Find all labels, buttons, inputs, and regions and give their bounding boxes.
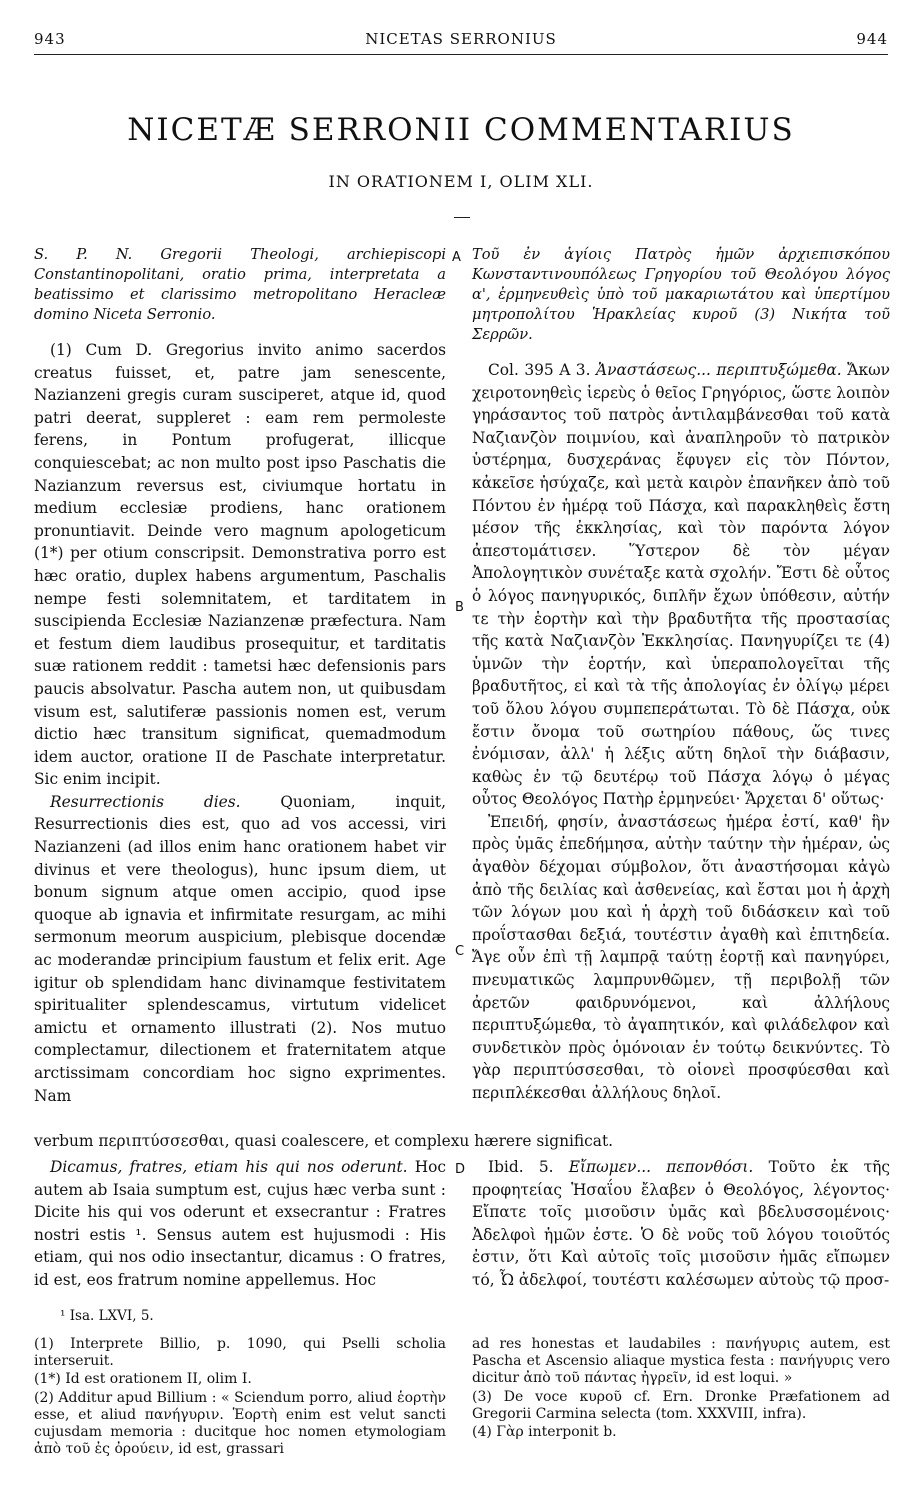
footnote: (1) Interprete Billio, p. 1090, qui Pselli scholia interseruit. (34, 1336, 446, 1370)
greek-lower-paragraph (472, 1156, 890, 1292)
greek-ref-2: Ibid. 5. (488, 1158, 554, 1176)
footnote: (1*) Id est orationem II, olim I. (34, 1371, 252, 1388)
footnote: (2) Additur apud Billium : « Sciendum porro, aliud ἑορτὴν esse, et aliud πανήγυριν. Ἑορτὴ enim est velut sancti cujusdam memoria : ducitque hoc nomen etymologiam ἀπὸ τοῦ ἐς ὀρούειν, id est, grassari (34, 1389, 446, 1458)
latin-lemma-2: Dicamus, fratres, etiam his qui nos oderunt. (50, 1158, 408, 1176)
running-head (34, 30, 888, 54)
margin-letter-a: A (452, 250, 461, 265)
latin-paragraph-1: (1) Cum D. Gregorius invito animo sacerdos creatus fuisset, et, patre jam senescente, Nazianzeni gregis curam susciperet, atque id, quod patri deerat, suppleret : eam rem permoleste ferens, in Pontum profugerat, illicque conquiescebat; ac non multo post ipso Paschatis die Nazianzum reversus est, civiumque hortatu in medium ecclesiæ prodiens, hanc orationem pronuntiavit. Deinde vero magnum apologeticum (1*) per otium conscripsit. Demonstrativa porro est hæc oratio, duplex habens argumentum, Paschalis nempe festi solemnitatem, et tarditatem in suscipienda Ecclesiæ Nazianzenæ præfectura. Nam et festum diem laudibus prosequitur, et tarditatis suæ rationem reddit : tametsi hæc defensionis pars paucis absolvatur. Pascha autem non, ut quibusdam visum est, salutiferæ passionis nomen est, verum dictio hæc transitum significat, quemadmodum idem auctor, oratione II de Paschate interpretatur. Sic enim incipit. (34, 341, 446, 789)
page-number-left: 943 (34, 30, 66, 48)
latin-heading: S. P. N. Gregorii Theologi, archiepiscopi Constantinopolitani, oratio prima, interpretata a beatissimo et clarissimo metropolitano Heracleæ domino Niceta Serronio. (34, 246, 446, 323)
footnotes-left (34, 1336, 446, 1459)
latin-lower-text: Hoc autem ab Isaia sumptum est, cujus hæc verba sunt : Dicite his qui vos oderunt et exsecrantur : Fratres nostri estis ¹. Sensus autem est hujusmodi : His etiam, qui nos odio insectantur, dicamus : O fratres, id est, eos fratrum nomine appellemus. Hoc (34, 1158, 446, 1289)
greek-lower-text: Τοῦτο ἐκ τῆς προφητείας Ἡσαΐου ἔλαβεν ὁ Θεολόγος, λέγοντος· Εἴπατε τοῖς μισοῦσιν ὑμᾶς καὶ βδελυσσομένοις· Ἀδελφοὶ ἡμῶν ἐστε. Ὁ δὲ νοῦς τοῦ λόγου τοιοῦτός ἐστιν, ὅτι Καὶ αὐτοῖς τοῖς μισοῦσιν ἡμᾶς εἴπωμεν τό, Ὦ ἀδελφοί, τουτέστι καλέσωμεν αὐτοὺς τῷ προσ- (472, 1158, 890, 1289)
footnote: (3) De voce κυροῦ cf. Ern. Dronke Præfationem ad Gregorii Carmina selecta (tom. XXXVIII, infra). (472, 1388, 890, 1422)
latin-column (34, 245, 446, 1107)
greek-ref-1: Col. 395 A 3. (488, 361, 591, 379)
document-title: NICETÆ SERRONII COMMENTARIUS (127, 112, 795, 148)
footnote: ad res honestas et laudabiles : πανήγυρις autem, est Pascha et Ascensio aliaque mystica festa : πανήγυρις vero dicitur ἀπὸ τοῦ πάντας ἠγρεῖν, id est loqui. » (472, 1336, 890, 1387)
greek-paragraph-1-text: Ἄκων χειροτονηθεὶς ἱερεὺς ὁ θεῖος Γρηγόριος, ὥστε λοιπὸν γηράσαντος τοῦ πατρὸς ἀντιλαμβάνεσθαι τοῦ κατὰ Ναζιανζὸν ποιμνίου, καὶ ἀναπληροῦν τὸ πατρικὸν ὑστέρημα, δυσχεράνας ἔφυγεν εἰς τὸν Πόντον, κἀκεῖσε ἡσύχαζε, καὶ μετὰ καιρὸν ἐπανῆκεν ἀπὸ τοῦ Πόντου ἐν ἡμέρᾳ τοῦ Πάσχα, καὶ παρακληθεὶς ἔστη μέσον τῆς ἐκκλησίας, καὶ τὸν παρόντα λόγον ἀπεστομάτισεν. Ὕστερον δὲ τὸν μέγαν Ἀπολογητικὸν συνέταξε κατὰ σχολήν. Ἔστι δὲ οὗτος ὁ λόγος πανηγυρικός, διπλῆν ἔχων ὑπόθεσιν, αὐτήν τε τὴν ἑορτὴν καὶ τὴν βραδυτῆτα τῆς προστασίας τῆς κατὰ Ναζιανζὸν Ἐκκλησίας. Πανηγυρίζει τε (4) ὑμνῶν τὴν ἑορτήν, καὶ ὑπεραπολογεῖται τῆς βραδυτῆτος, εἰ καὶ τὰ τῆς ἀπολογίας ἐν ὀλίγῳ μέρει τοῦ ὅλου λόγου συμπεπεράτωται. Τὸ δὲ Πάσχα, οὐκ ἔστιν ὄνομα τοῦ σωτηρίου πάθους, ὥς τινες ἐνόμισαν, ἀλλ' ἡ λέξις αὕτη δηλοῖ τὴν διάβασιν, καθὼς ἐν τῷ δευτέρῳ τοῦ Πάσχα λόγῳ ὁ μέγας οὗτος Θεολόγος Πατὴρ ἑρμηνεύει· Ἄρχεται δ' οὕτως· (472, 361, 890, 809)
page-number-right: 944 (856, 30, 888, 48)
greek-lemma-2: Εἴπωμεν... πεπονθόσι. (568, 1158, 754, 1176)
margin-letter-b: B (455, 600, 464, 615)
greek-heading: Τοῦ ἐν ἁγίοις Πατρὸς ἡμῶν ἀρχιεπισκόπου Κωνσταντινουπόλεως Γρηγορίου τοῦ Θεολόγου λόγος α', ἑρμηνευθεὶς ὑπὸ τοῦ μακαριωτάτου καὶ ὑπερτίμου μητροπολίτου Ἡρακλείας κυροῦ (3) Νικήτα τοῦ Σερρῶν. (472, 246, 890, 343)
document-subtitle: IN ORATIONEM I, OLIM XLI. (328, 172, 594, 191)
footnote: (4) Γὰρ interponit b. (472, 1424, 617, 1441)
greek-paragraph-1 (472, 359, 890, 811)
greek-paragraph-2: Ἐπειδή, φησίν, ἀναστάσεως ἡμέρα ἐστί, καθ' ἣν πρὸς ὑμᾶς ἐπεδήμησα, αὐτὴν ταύτην τὴν ἡμέραν, ὡς ἀγαθὸν δέχομαι σύμβολον, ὅτι ἀναστήσομαι κἀγὼ ἀπὸ τῆς δειλίας καὶ ἀσθενείας, καὶ ἔσται μοι ἡ ἀρχὴ τῶν λόγων μου καὶ ἡ ἀρχὴ τοῦ διδάσκειν καὶ τοῦ προΐστασθαι δεξιά, τουτέστιν ἀγαθὴ καὶ ἐπιτηδεία. Ἄγε οὖν ἐπὶ τῇ λαμπρᾷ ταύτῃ ἑορτῇ καὶ πανηγύρει, πνευματικῶς λαμπρυνθῶμεν, τῇ περιβολῇ τῶν ἀρετῶν φαιδρυνόμενοι, καὶ ἀλλήλους περιπτυξώμεθα, τὸ ἀγαπητικόν, καὶ φιλάδελφον καὶ συνδετικὸν πρὸς ὁμόνοιαν ἐν τούτῳ δεικνύντες. Τὸ γὰρ περιπτύσσεσθαι, τὸ οἱονεὶ προσφύεσθαι καὶ περιπλέκεσθαι ἀλλήλους δηλοῖ. (472, 812, 890, 1102)
margin-letter-d: D (455, 1162, 466, 1177)
greek-lemma-1: Ἀναστάσεως... περιπτυξώμεθα. (596, 361, 842, 379)
running-title: NICETAS SERRONIUS (365, 30, 557, 48)
latin-paragraph-2-text: Quoniam, inquit, Resurrectionis dies est, quo ad vos accessi, viri Nazianzeni (ad illos enim hanc orationem habet vir divinus et vere theologus), hunc ipsum diem, ut bonum signum atque omen accipio, quod ipse quoque ab ignavia et infirmitate resurgam, ac mihi sermonum meorum auspicium, plebisque docendæ ac moderandæ principium faustum et felix erit. Age igitur ob splendidam hanc divinamque festivitatem spiritualiter splendescamus, virtutum videlicet amictu et ornamento illustrati (2). Nos mutuo complectamur, dilectionem et fraternitatem atque arctissimam concordiam hoc signo exprimentes. Nam (34, 792, 446, 1105)
scripture-footnote: ¹ Isa. LXVI, 5. (60, 1308, 154, 1324)
latin-lemma-1: Resurrectionis dies. (50, 792, 241, 811)
header-rule (34, 54, 888, 55)
latin-paragraph-2 (34, 791, 446, 1107)
latin-lower-paragraph (34, 1156, 446, 1292)
margin-letter-c: C (455, 944, 465, 959)
greek-column (472, 245, 890, 1105)
title-dash (454, 217, 470, 218)
footnotes-right (472, 1336, 890, 1442)
full-width-line: verbum περιπτύσσεσθαι, quasi coalescere, et complexu hærere significat. (34, 1132, 614, 1150)
